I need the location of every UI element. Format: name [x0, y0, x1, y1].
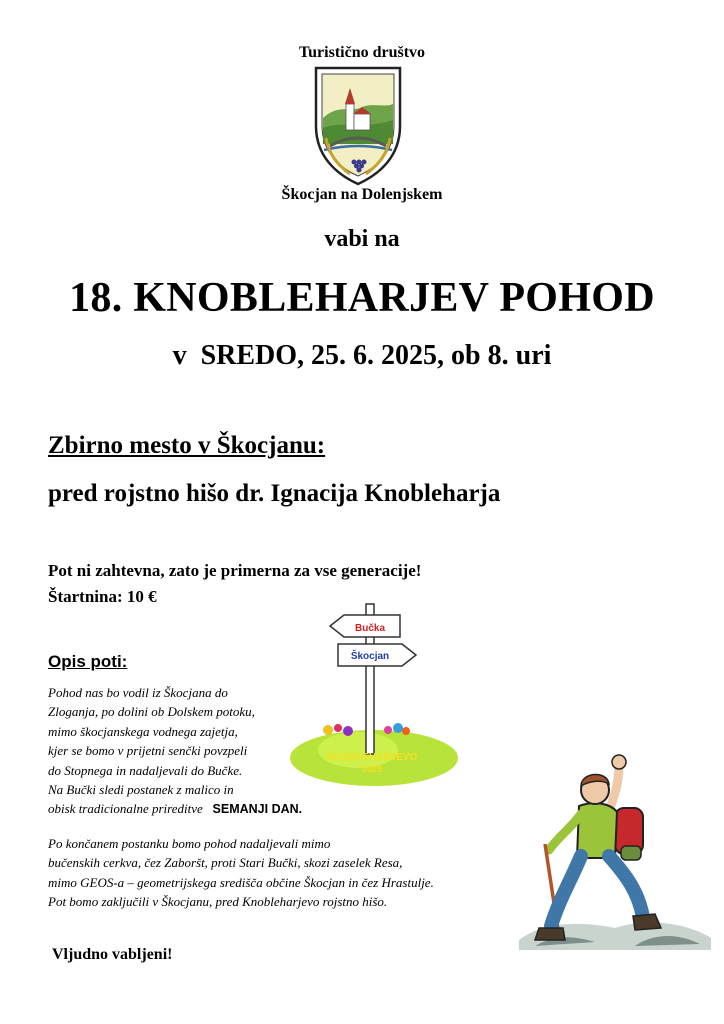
organization-name-bottom: Škocjan na Dolenjskem	[281, 186, 443, 203]
route-line-text: obisk tradicionalne prireditve	[48, 801, 203, 817]
event-name-highlight: SEMANJI DAN.	[212, 802, 303, 817]
event-date: v SREDO, 25. 6. 2025, ob 8. uri	[172, 340, 552, 371]
route-line: mimo škocjanskega vodnega zajetja,	[48, 723, 238, 739]
badge-line-2: 2025	[361, 764, 383, 774]
route-line: Pohod nas bo vodil iz Škocjana do	[48, 685, 228, 700]
badge-line-1: KNOBLEHARJEVO	[326, 752, 418, 763]
closing-text: Vljudno vabljeni!	[52, 946, 173, 963]
route-line: bučenskih cerkva, čez Zaboršt, proti Stari Bučki, skozi zaselek Resa,	[48, 855, 403, 871]
route-line: kjer se bomo v prijetni senčki povzpeli	[48, 743, 248, 759]
route-line	[48, 799, 303, 819]
meeting-point-heading: Zbirno mesto v Škocjanu:	[48, 432, 326, 459]
route-description-2	[48, 834, 434, 912]
route-line: Na Bučki sledi postanek z malico in	[48, 782, 234, 798]
route-line: do Stopnega in nadaljevali do Bučke.	[48, 762, 243, 778]
route-description-1	[48, 683, 303, 820]
difficulty-note: Pot ni zahtevna, zato je primerna za vse generacije!	[48, 561, 422, 580]
route-line: mimo GEOS-a – geometrijskega središča občine Škocjan in čez Hrastulje.	[48, 874, 434, 890]
waving-hiker-icon	[515, 750, 715, 955]
meeting-point-place: pred rojstno hišo dr. Ignacija Knobleharja	[48, 480, 501, 507]
sign-top-label: Bučka	[354, 623, 386, 634]
invite-text: vabi na	[324, 226, 400, 252]
signpost-icon	[288, 600, 468, 790]
organization-name-top: Turistično društvo	[298, 44, 426, 61]
sign-bottom-label: Škocjan	[350, 651, 390, 662]
route-line: Zloganja, po dolini ob Dolskem potoku,	[48, 704, 255, 720]
entry-fee: Štartnina: 10 €	[48, 587, 157, 606]
event-title: 18. KNOBLEHARJEV POHOD	[69, 275, 655, 321]
route-line: Pot bomo zaključili v Škocjanu, pred Knobleharjevo rojstno hišo.	[48, 894, 388, 910]
village-church-crest-icon	[312, 64, 404, 186]
route-line: Po končanem postanku bomo pohod nadaljevali mimo	[48, 836, 331, 851]
route-heading: Opis poti:	[48, 652, 128, 671]
